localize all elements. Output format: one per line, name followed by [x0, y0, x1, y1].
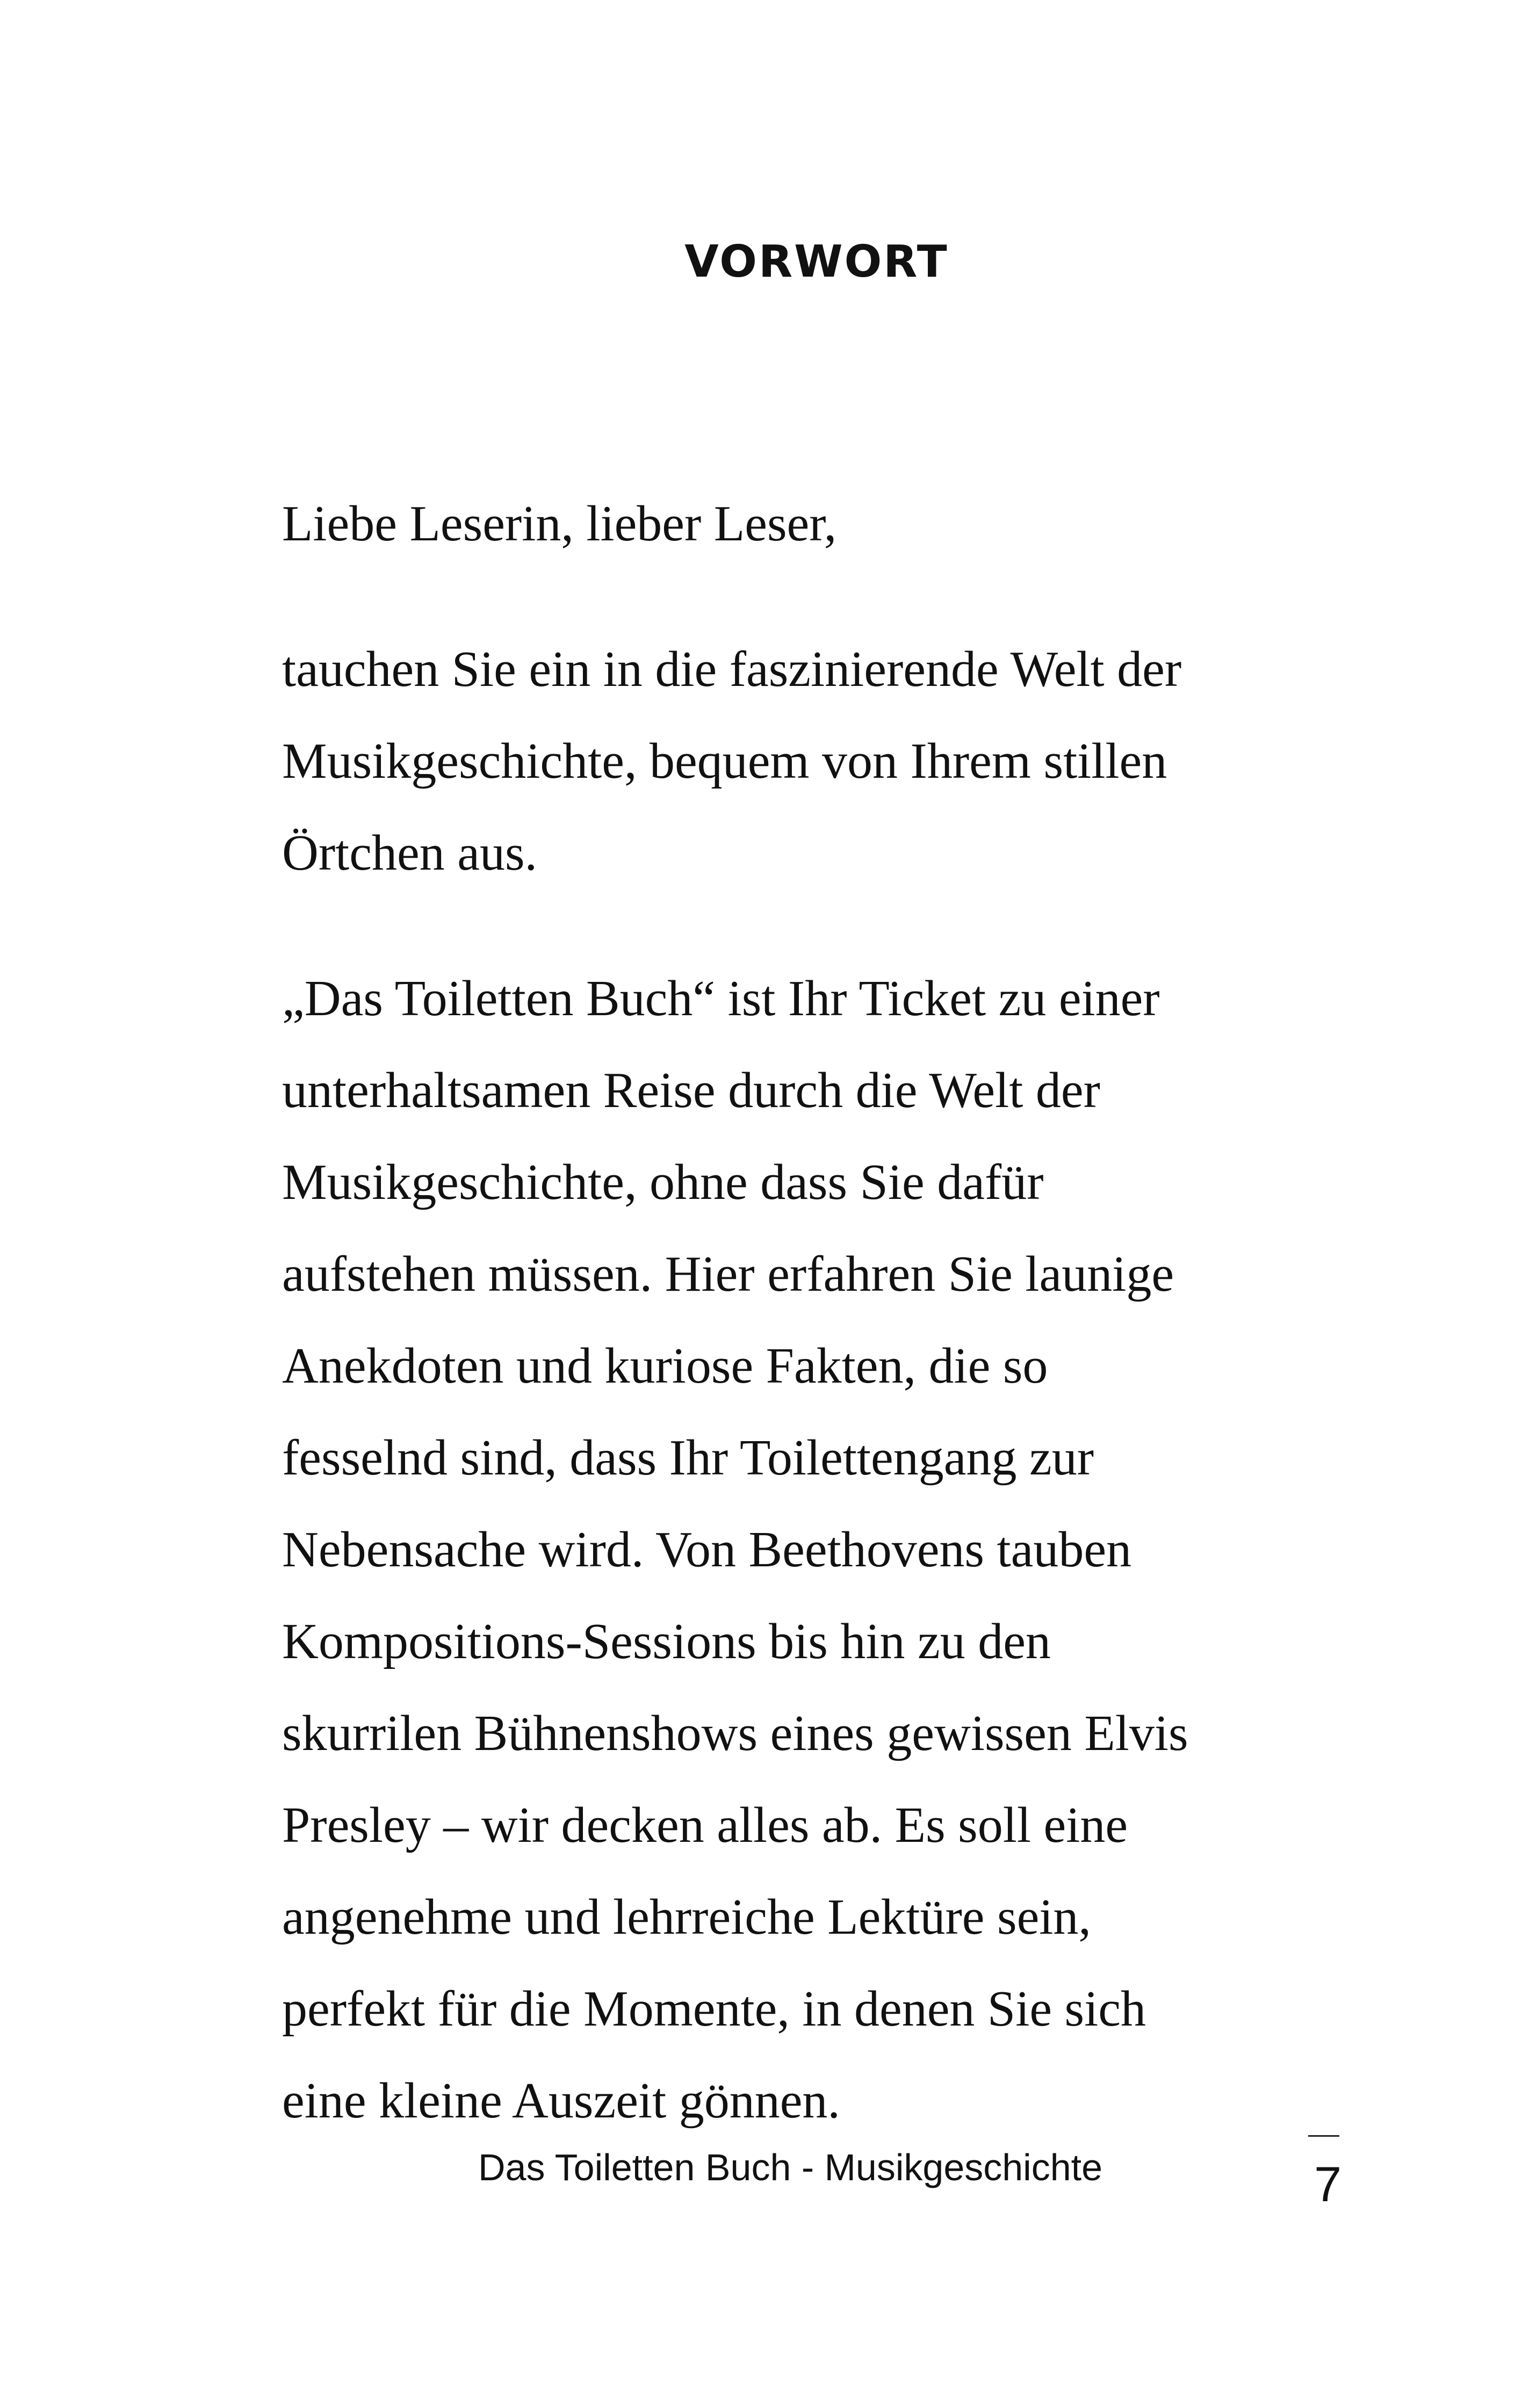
text-line: Örtchen aus.: [282, 825, 538, 881]
text-line: angenehme und lehrreiche Lektüre sein,: [282, 1889, 1091, 1945]
page-number-rule: [1308, 2135, 1339, 2137]
text-line: fesselnd sind, dass Ihr Toilettengang zur: [282, 1430, 1094, 1486]
paragraph-2: [282, 953, 1367, 2147]
salutation-line: Liebe Leserin, lieber Leser,: [282, 496, 837, 552]
text-line: perfekt für die Momente, in denen Sie sich: [282, 1981, 1146, 2037]
paragraph-1: [282, 624, 1367, 899]
text-line: Anekdoten und kuriose Fakten, die so: [282, 1338, 1048, 1394]
text-line: eine kleine Auszeit gönnen.: [282, 2073, 840, 2129]
body-text: [282, 478, 1367, 2201]
text-line: Kompositions-Sessions bis hin zu den: [282, 1614, 1051, 1669]
footer-book-title: Das Toiletten Buch - Musikgeschichte: [478, 2146, 1103, 2188]
text-line: Nebensache wird. Von Beethovens tauben: [282, 1522, 1132, 1578]
text-line: skurrilen Bühnenshows eines gewissen Elvis: [282, 1705, 1188, 1761]
page-heading: VORWORT: [684, 236, 949, 287]
text-line: tauchen Sie ein in die faszinierende Welt der: [282, 641, 1182, 697]
text-line: Musikgeschichte, bequem von Ihrem stillen: [282, 733, 1167, 789]
text-line: aufstehen müssen. Hier erfahren Sie launige: [282, 1246, 1174, 1302]
text-line: „Das Toiletten Buch“ ist Ihr Ticket zu einer: [282, 971, 1160, 1026]
text-line: unterhaltsamen Reise durch die Welt der: [282, 1062, 1100, 1118]
text-line: Musikgeschichte, ohne dass Sie dafür: [282, 1154, 1044, 1210]
salutation-paragraph: [282, 478, 1367, 570]
text-line: Presley – wir decken alles ab. Es soll eine: [282, 1797, 1128, 1853]
page-number: 7: [1314, 2157, 1342, 2212]
